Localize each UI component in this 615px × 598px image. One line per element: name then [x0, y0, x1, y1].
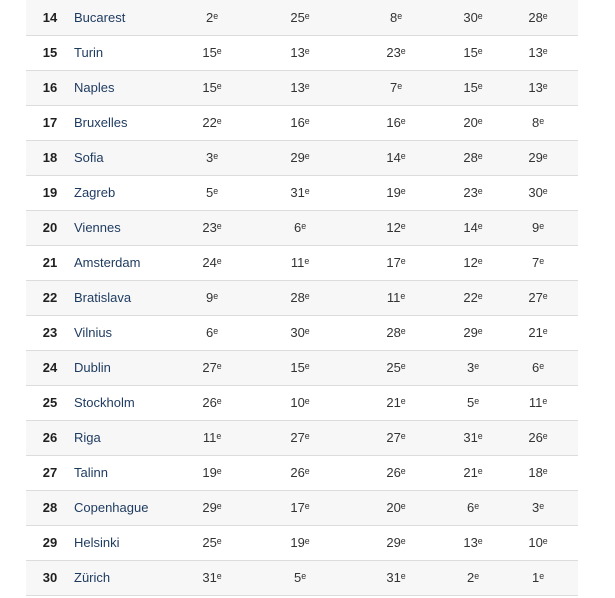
table-row: [26, 525, 578, 560]
city-name-link[interactable]: Naples: [74, 80, 115, 95]
ranking-value-col-1: 27ᵉ: [202, 360, 222, 375]
ranking-value-col-2: 11ᵉ: [290, 255, 310, 270]
rank-number: 22: [42, 290, 58, 305]
city-name-link[interactable]: Stockholm: [74, 395, 135, 410]
ranking-value-col-2: 6ᵉ: [293, 220, 307, 235]
ranking-value-col-2: 13ᵉ: [290, 45, 310, 60]
ranking-value-col-3: 29ᵉ: [386, 535, 406, 550]
ranking-value-col-1: 2ᵉ: [205, 9, 219, 25]
ranking-value-col-5: 11ᵉ: [528, 395, 548, 410]
ranking-value-col-1: 9ᵉ: [205, 290, 219, 305]
ranking-value-col-1: 25ᵉ: [202, 535, 222, 550]
ranking-value-col-5: 21ᵉ: [528, 325, 548, 340]
ranking-value-col-2: 29ᵉ: [290, 150, 310, 165]
rank-number: 20: [42, 220, 58, 235]
table-row: [26, 245, 578, 280]
ranking-value-col-5: 29ᵉ: [528, 150, 548, 165]
ranking-value-col-5: 13ᵉ: [528, 45, 548, 60]
table-row: [26, 315, 578, 350]
rank-number: 25: [42, 395, 58, 410]
ranking-value-col-3: 7ᵉ: [389, 80, 403, 95]
table-row: [26, 210, 578, 245]
city-name-link[interactable]: Talinn: [74, 465, 108, 480]
ranking-value-col-5: 6ᵉ: [531, 360, 545, 375]
ranking-value-col-2: 5ᵉ: [293, 570, 307, 585]
ranking-value-col-3: 28ᵉ: [386, 325, 406, 340]
city-name-link[interactable]: Bucarest: [74, 9, 126, 25]
ranking-value-col-2: 16ᵉ: [290, 115, 310, 130]
ranking-value-col-3: 23ᵉ: [386, 45, 406, 60]
ranking-value-col-2: 19ᵉ: [290, 535, 310, 550]
ranking-value-col-4: 15ᵉ: [463, 80, 483, 95]
ranking-value-col-2: 27ᵉ: [290, 430, 310, 445]
rank-number: 26: [42, 430, 58, 445]
city-name-link[interactable]: Riga: [74, 430, 101, 445]
ranking-value-col-1: 15ᵉ: [202, 45, 222, 60]
ranking-value-col-3: 20ᵉ: [386, 500, 406, 515]
table-row: [26, 175, 578, 210]
ranking-value-col-4: 13ᵉ: [463, 535, 483, 550]
ranking-value-col-1: 6ᵉ: [205, 325, 219, 340]
table-row: [26, 490, 578, 525]
ranking-value-col-3: 11ᵉ: [386, 290, 406, 305]
city-ranking-table: [26, 0, 578, 596]
ranking-value-col-4: 20ᵉ: [463, 115, 483, 130]
ranking-value-col-4: 31ᵉ: [463, 430, 483, 445]
city-name-link[interactable]: Copenhague: [74, 500, 149, 515]
ranking-value-col-3: 26ᵉ: [386, 465, 406, 480]
rank-number: 27: [42, 465, 58, 480]
ranking-value-col-2: 31ᵉ: [290, 185, 310, 200]
ranking-value-col-4: 12ᵉ: [463, 255, 483, 270]
ranking-value-col-5: 1ᵉ: [531, 570, 545, 585]
table-row: [26, 420, 578, 455]
rank-number: 21: [42, 255, 58, 270]
ranking-value-col-2: 25ᵉ: [290, 9, 310, 25]
ranking-value-col-1: 23ᵉ: [202, 220, 222, 235]
rank-number: 16: [42, 80, 58, 95]
rank-number: 18: [42, 150, 58, 165]
ranking-value-col-5: 26ᵉ: [528, 430, 548, 445]
ranking-value-col-3: 12ᵉ: [386, 220, 406, 235]
city-name-link[interactable]: Turin: [74, 45, 104, 60]
ranking-value-col-3: 19ᵉ: [386, 185, 406, 200]
ranking-value-col-3: 8ᵉ: [389, 9, 403, 25]
ranking-value-col-2: 26ᵉ: [290, 465, 310, 480]
ranking-value-col-4: 21ᵉ: [463, 465, 483, 480]
ranking-table-body: [26, 0, 578, 595]
ranking-value-col-3: 16ᵉ: [386, 115, 406, 130]
rank-number: 30: [42, 570, 58, 585]
city-name-link[interactable]: Viennes: [74, 220, 121, 235]
ranking-value-col-1: 5ᵉ: [205, 185, 219, 200]
ranking-value-col-4: 22ᵉ: [463, 290, 483, 305]
city-name-link[interactable]: Bratislava: [74, 290, 132, 305]
table-row: [26, 35, 578, 70]
ranking-value-col-3: 27ᵉ: [386, 430, 406, 445]
city-name-link[interactable]: Helsinki: [74, 535, 120, 550]
ranking-value-col-1: 11ᵉ: [202, 430, 222, 445]
rank-number: 28: [42, 500, 58, 515]
city-name-link[interactable]: Dublin: [74, 360, 111, 375]
ranking-value-col-1: 22ᵉ: [202, 115, 222, 130]
ranking-value-col-5: 27ᵉ: [528, 290, 548, 305]
ranking-value-col-4: 14ᵉ: [463, 220, 483, 235]
ranking-value-col-4: 28ᵉ: [463, 150, 483, 165]
ranking-value-col-2: 17ᵉ: [290, 500, 310, 515]
ranking-value-col-5: 30ᵉ: [528, 185, 548, 200]
ranking-value-col-5: 10ᵉ: [528, 535, 548, 550]
ranking-value-col-1: 26ᵉ: [202, 395, 222, 410]
ranking-value-col-1: 15ᵉ: [202, 80, 222, 95]
ranking-value-col-2: 28ᵉ: [290, 290, 310, 305]
ranking-value-col-3: 21ᵉ: [386, 395, 406, 410]
rank-number: 29: [42, 535, 58, 550]
ranking-value-col-5: 8ᵉ: [531, 115, 545, 130]
rank-number: 15: [42, 45, 58, 60]
ranking-value-col-4: 5ᵉ: [466, 395, 480, 410]
ranking-value-col-4: 23ᵉ: [463, 185, 483, 200]
table-row: [26, 140, 578, 175]
ranking-value-col-1: 29ᵉ: [202, 500, 222, 515]
table-row: [26, 455, 578, 490]
ranking-value-col-5: 9ᵉ: [531, 220, 545, 235]
ranking-value-col-1: 3ᵉ: [205, 150, 219, 165]
ranking-value-col-4: 15ᵉ: [463, 45, 483, 60]
ranking-value-col-3: 31ᵉ: [386, 570, 406, 585]
ranking-value-col-4: 3ᵉ: [466, 360, 480, 375]
rank-number: 17: [42, 115, 58, 130]
ranking-value-col-1: 19ᵉ: [202, 465, 222, 480]
table-row: [26, 560, 578, 595]
ranking-value-col-4: 29ᵉ: [463, 325, 483, 340]
rank-number: 14: [42, 9, 58, 25]
ranking-value-col-2: 30ᵉ: [290, 325, 310, 340]
ranking-value-col-5: 28ᵉ: [528, 9, 548, 25]
table-row: [26, 105, 578, 140]
ranking-value-col-3: 14ᵉ: [386, 150, 406, 165]
ranking-value-col-2: 10ᵉ: [290, 395, 310, 410]
city-name-link[interactable]: Zagreb: [74, 185, 116, 200]
table-row: [26, 0, 578, 35]
ranking-value-col-5: 18ᵉ: [528, 465, 548, 480]
city-name-link[interactable]: Amsterdam: [74, 255, 141, 270]
ranking-value-col-1: 24ᵉ: [202, 255, 222, 270]
table-row: [26, 70, 578, 105]
ranking-value-col-4: 30ᵉ: [463, 9, 483, 25]
ranking-value-col-5: 13ᵉ: [528, 80, 548, 95]
ranking-value-col-1: 31ᵉ: [202, 570, 222, 585]
rank-number: 24: [42, 360, 58, 375]
ranking-value-col-3: 25ᵉ: [386, 360, 406, 375]
ranking-value-col-2: 15ᵉ: [290, 360, 310, 375]
city-name-link[interactable]: Zürich: [74, 570, 111, 585]
ranking-value-col-3: 17ᵉ: [386, 255, 406, 270]
city-name-link[interactable]: Bruxelles: [74, 115, 128, 130]
city-name-link[interactable]: Vilnius: [74, 325, 113, 340]
ranking-value-col-5: 3ᵉ: [531, 500, 545, 515]
ranking-value-col-5: 7ᵉ: [531, 255, 545, 270]
city-name-link[interactable]: Sofia: [74, 150, 104, 165]
table-row: [26, 385, 578, 420]
ranking-value-col-4: 2ᵉ: [466, 570, 480, 585]
ranking-value-col-4: 6ᵉ: [466, 500, 480, 515]
ranking-value-col-2: 13ᵉ: [290, 80, 310, 95]
table-row: [26, 350, 578, 385]
table-row: [26, 280, 578, 315]
rank-number: 23: [42, 325, 58, 340]
rank-number: 19: [42, 185, 58, 200]
